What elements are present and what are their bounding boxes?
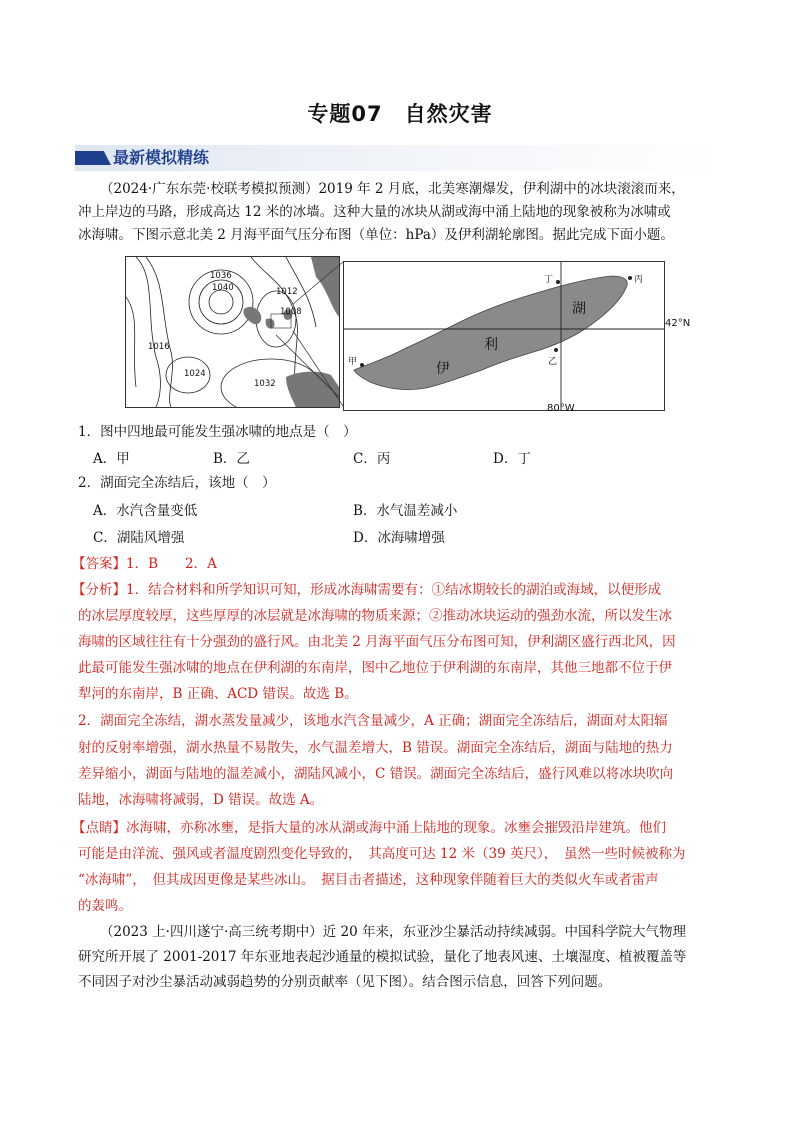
option-a[interactable]: A．甲 [93,451,130,467]
point-label-jia: 甲 [348,357,358,367]
isobar-label: 1016 [148,342,170,352]
option-d[interactable]: D．冰海啸增强 [353,530,445,546]
option-a[interactable]: A．水汽含量变低 [93,503,198,519]
isobar-label: 1036 [210,271,232,281]
lake-char: 利 [484,337,498,353]
analysis-line: 犁河的东南岸，B 正确、ACD 错误。故选 B。 [78,686,358,702]
analysis-line: 射的反射率增强，湖水热量不易散失，水气温差增大，B 错误。湖面完全冻结后，湖面与陆地的热力 [78,740,673,756]
page-title: 专题07 自然灾害 [307,102,493,126]
analysis-line: 陆地，冰海啸将减弱，D 错误。故选 A。 [78,792,324,808]
pressure-map-figure [125,256,691,416]
tip-line [72,817,666,839]
option-c[interactable]: C．湖陆风增强 [93,530,185,546]
latitude-label: 42°N [665,318,691,329]
question-stem: 1．图中四地最可能发生强冰啸的地点是（ ） [78,424,357,440]
analysis-text: 1．结合材料和所学知识可知，形成冰海啸需要有：①结冰期较长的湖泊或海域，以便形成 [126,582,662,598]
answer-line [72,553,217,575]
isobar-label: 1012 [276,287,298,297]
lake-char: 湖 [572,301,586,317]
option-d[interactable]: D．丁 [493,451,531,467]
lake-char: 伊 [436,361,450,377]
question-stem: 2．湖面完全冻结后，该地（ ） [78,475,276,491]
analysis-line: 此最可能发生强冰啸的地点在伊利湖的东南岸，图中乙地位于伊利湖的东南岸，其他三地都不位于伊 [78,660,672,676]
analysis-line [72,579,661,601]
option-b[interactable]: B．乙 [213,451,250,467]
isobar-label: 1040 [212,283,234,293]
tip-line: “冰海啸”， 但其成因更像是某些冰山。 据目击者描述，这种现象伴随着巨大的类似火车或者雷声 [78,872,659,888]
lake-erie-shape [344,262,664,410]
tip-text: 冰海啸，亦称冰壅，是指大量的冰从湖或海中涌上陆地的现象。冰壅会摧毁沿岸建筑。他们 [126,820,666,836]
option-b[interactable]: B．水气温差减小 [353,503,458,519]
isobar-label: 1008 [280,307,302,317]
tip-line: 的轰鸣。 [78,898,132,914]
longitude-label: 80°W [547,403,575,414]
lake-erie-outline-map [343,261,665,411]
option-c[interactable]: C．丙 [353,451,391,467]
banner-block [75,151,111,165]
tip-tag: 【点睛】 [72,820,126,836]
answer-text: 1．B 2．A [126,556,217,572]
analysis-line: 2．湖面完全冻结，湖水蒸发量减少，该地水汽含量减少，A 正确；湖面完全冻结后，湖面对太阳辐 [78,713,668,729]
point-label-bing: 丙 [634,275,644,285]
point-label-yi: 乙 [548,357,558,367]
intro1-line: 冰海啸。下图示意北美 2 月海平面气压分布图（单位：hPa）及伊利湖轮廓图。据此完成下面小题。 [78,227,674,243]
intro1-line: （2024·广东东莞·校联考模拟预测）2019 年 2 月底，北美寒潮爆发，伊利湖中的冰块滚滚而来， [100,181,685,197]
point-label-ding: 丁 [544,275,554,285]
intro2-line: 研究所开展了 2001-2017 年东亚地表起沙通量的模拟试验，量化了地表风速、土壤湿度、植被覆盖等 [78,949,687,965]
intro2-line: 不同因子对沙尘暴活动减弱趋势的分别贡献率（见下图）。结合图示信息，回答下列问题。 [78,974,612,990]
answer-tag: 【答案】 [72,556,126,572]
section-banner [75,145,725,171]
analysis-line: 海啸的区域往往有十分强劲的盛行风。由北美 2 月海平面气压分布图可知，伊利湖区盛行西北风，因 [78,634,676,650]
analysis-line: 差异缩小，湖面与陆地的温差减小，湖陆风减小，C 错误。湖面完全冻结后，盛行风难以将冰块吹向 [78,766,674,782]
isobar-label: 1032 [254,379,276,389]
isobar-label: 1024 [184,369,206,379]
analysis-tag: 【分析】 [72,582,126,598]
tip-line: 可能是由洋流、强风或者温度剧烈变化导致的， 其高度可达 12 米（39 英尺）， 虽然一些时候被称为 [78,846,686,862]
intro2-line: （2023 上·四川遂宁·高三统考期中）近 20 年来，东亚沙尘暴活动持续减弱。中国科学院大气物理 [100,924,686,940]
intro1-line: 冲上岸边的马路，形成高达 12 米的冰墙。这种大量的冰块从湖或海中涌上陆地的现象被称为冰啸或 [78,204,671,220]
section-label: 最新模拟精练 [113,148,210,167]
analysis-line: 的冰层厚度较厚，这些厚厚的冰层就是冰海啸的物质来源；②推动冰块运动的强劲水流，所以发生冰 [78,608,672,624]
